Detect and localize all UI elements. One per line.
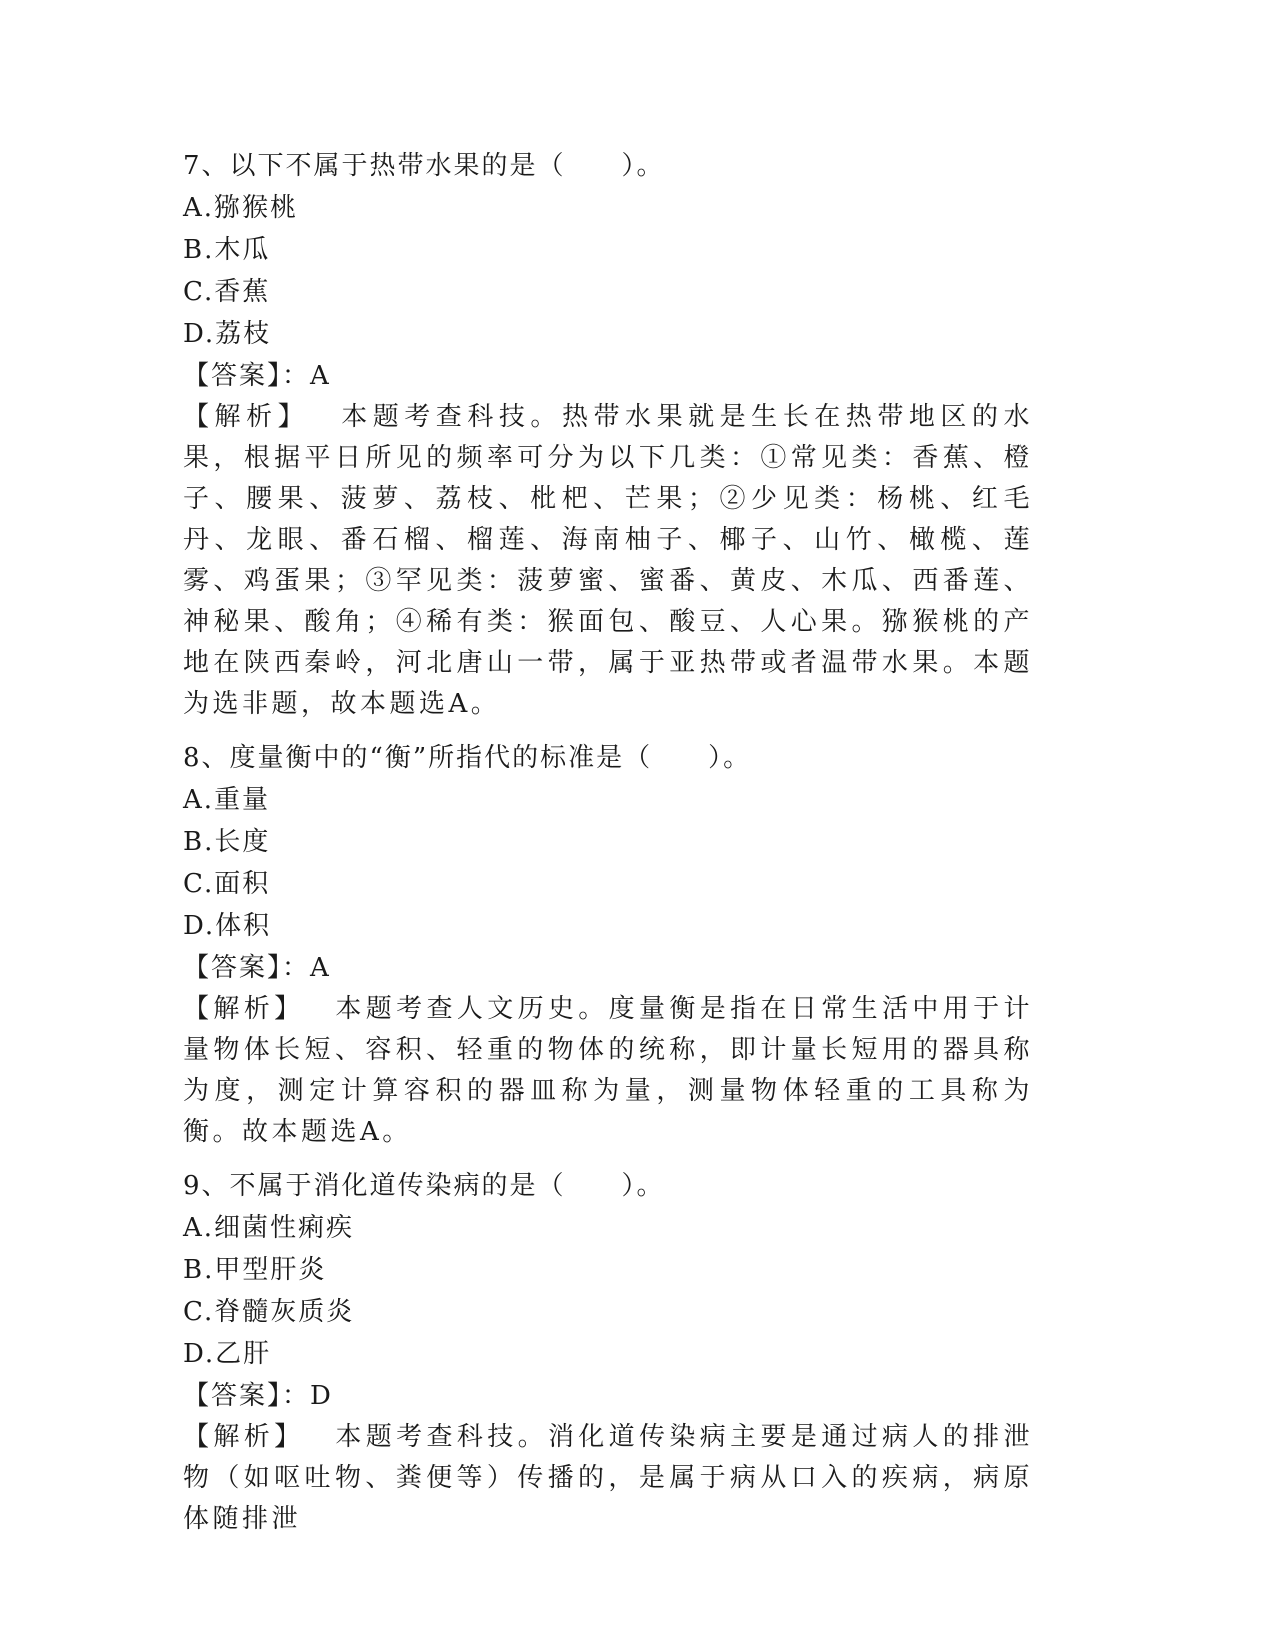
option-c: C.面积 xyxy=(183,869,271,899)
option-d: D.体积 xyxy=(183,911,272,941)
question-8 xyxy=(183,737,1033,1153)
option-c: C.香蕉 xyxy=(183,277,271,307)
option-d: D.乙肝 xyxy=(183,1339,272,1369)
question-title: 9、不属于消化道传染病的是（ ）。 xyxy=(183,1171,665,1201)
answer-line: 【答案】：A xyxy=(183,361,331,391)
option-b: B.长度 xyxy=(183,827,271,857)
explanation xyxy=(183,1417,1033,1540)
option-a: A.猕猴桃 xyxy=(183,193,299,223)
question-title: 7、以下不属于热带水果的是（ ）。 xyxy=(183,151,665,181)
option-c: C.脊髓灰质炎 xyxy=(183,1297,355,1327)
option-b: B.木瓜 xyxy=(183,235,271,265)
option-b: B.甲型肝炎 xyxy=(183,1255,327,1285)
answer-line: 【答案】：D xyxy=(183,1381,333,1411)
explanation-label: 【解析】 xyxy=(183,402,310,432)
explanation xyxy=(183,397,1033,725)
option-a: A.细菌性痢疾 xyxy=(183,1213,355,1243)
explanation-text: 本题考查科技。热带水果就是生长在热带地区的水果，根据平日所见的频率可分为以下几类：①常见类：香蕉、橙子、腰果、菠萝、荔枝、枇杷、芒果；②少见类：杨桃、红毛丹、龙眼、番石榴、榴莲、海南柚子、椰子、山竹、橄榄、莲雾、鸡蛋果；③罕见类：菠萝蜜、蜜番、黄皮、木瓜、西番莲、神秘果、酸角；④稀有类：猴面包、酸豆、人心果。猕猴桃的产地在陕西秦岭，河北唐山一带，属于亚热带或者温带水果。本题为选非题，故本题选A。 xyxy=(183,402,1033,719)
explanation xyxy=(183,989,1033,1153)
explanation-label: 【解析】 xyxy=(183,1422,305,1452)
option-d: D.荔枝 xyxy=(183,319,272,349)
question-title: 8、度量衡中的“衡”所指代的标准是（ ）。 xyxy=(183,743,752,773)
explanation-text: 本题考查人文历史。度量衡是指在日常生活中用于计量物体长短、容积、轻重的物体的统称，即计量长短用的器具称为度，测定计算容积的器皿称为量，测量物体轻重的工具称为衡。故本题选A。 xyxy=(183,994,1033,1147)
explanation-text: 本题考查科技。消化道传染病主要是通过病人的排泄物（如呕吐物、粪便等）传播的，是属于病从口入的疾病，病原体随排泄 xyxy=(183,1422,1033,1534)
option-a: A.重量 xyxy=(183,785,271,815)
question-7 xyxy=(183,145,1033,725)
question-list xyxy=(183,145,1033,1552)
question-9 xyxy=(183,1165,1033,1540)
explanation-label: 【解析】 xyxy=(183,994,305,1024)
answer-line: 【答案】：A xyxy=(183,953,331,983)
